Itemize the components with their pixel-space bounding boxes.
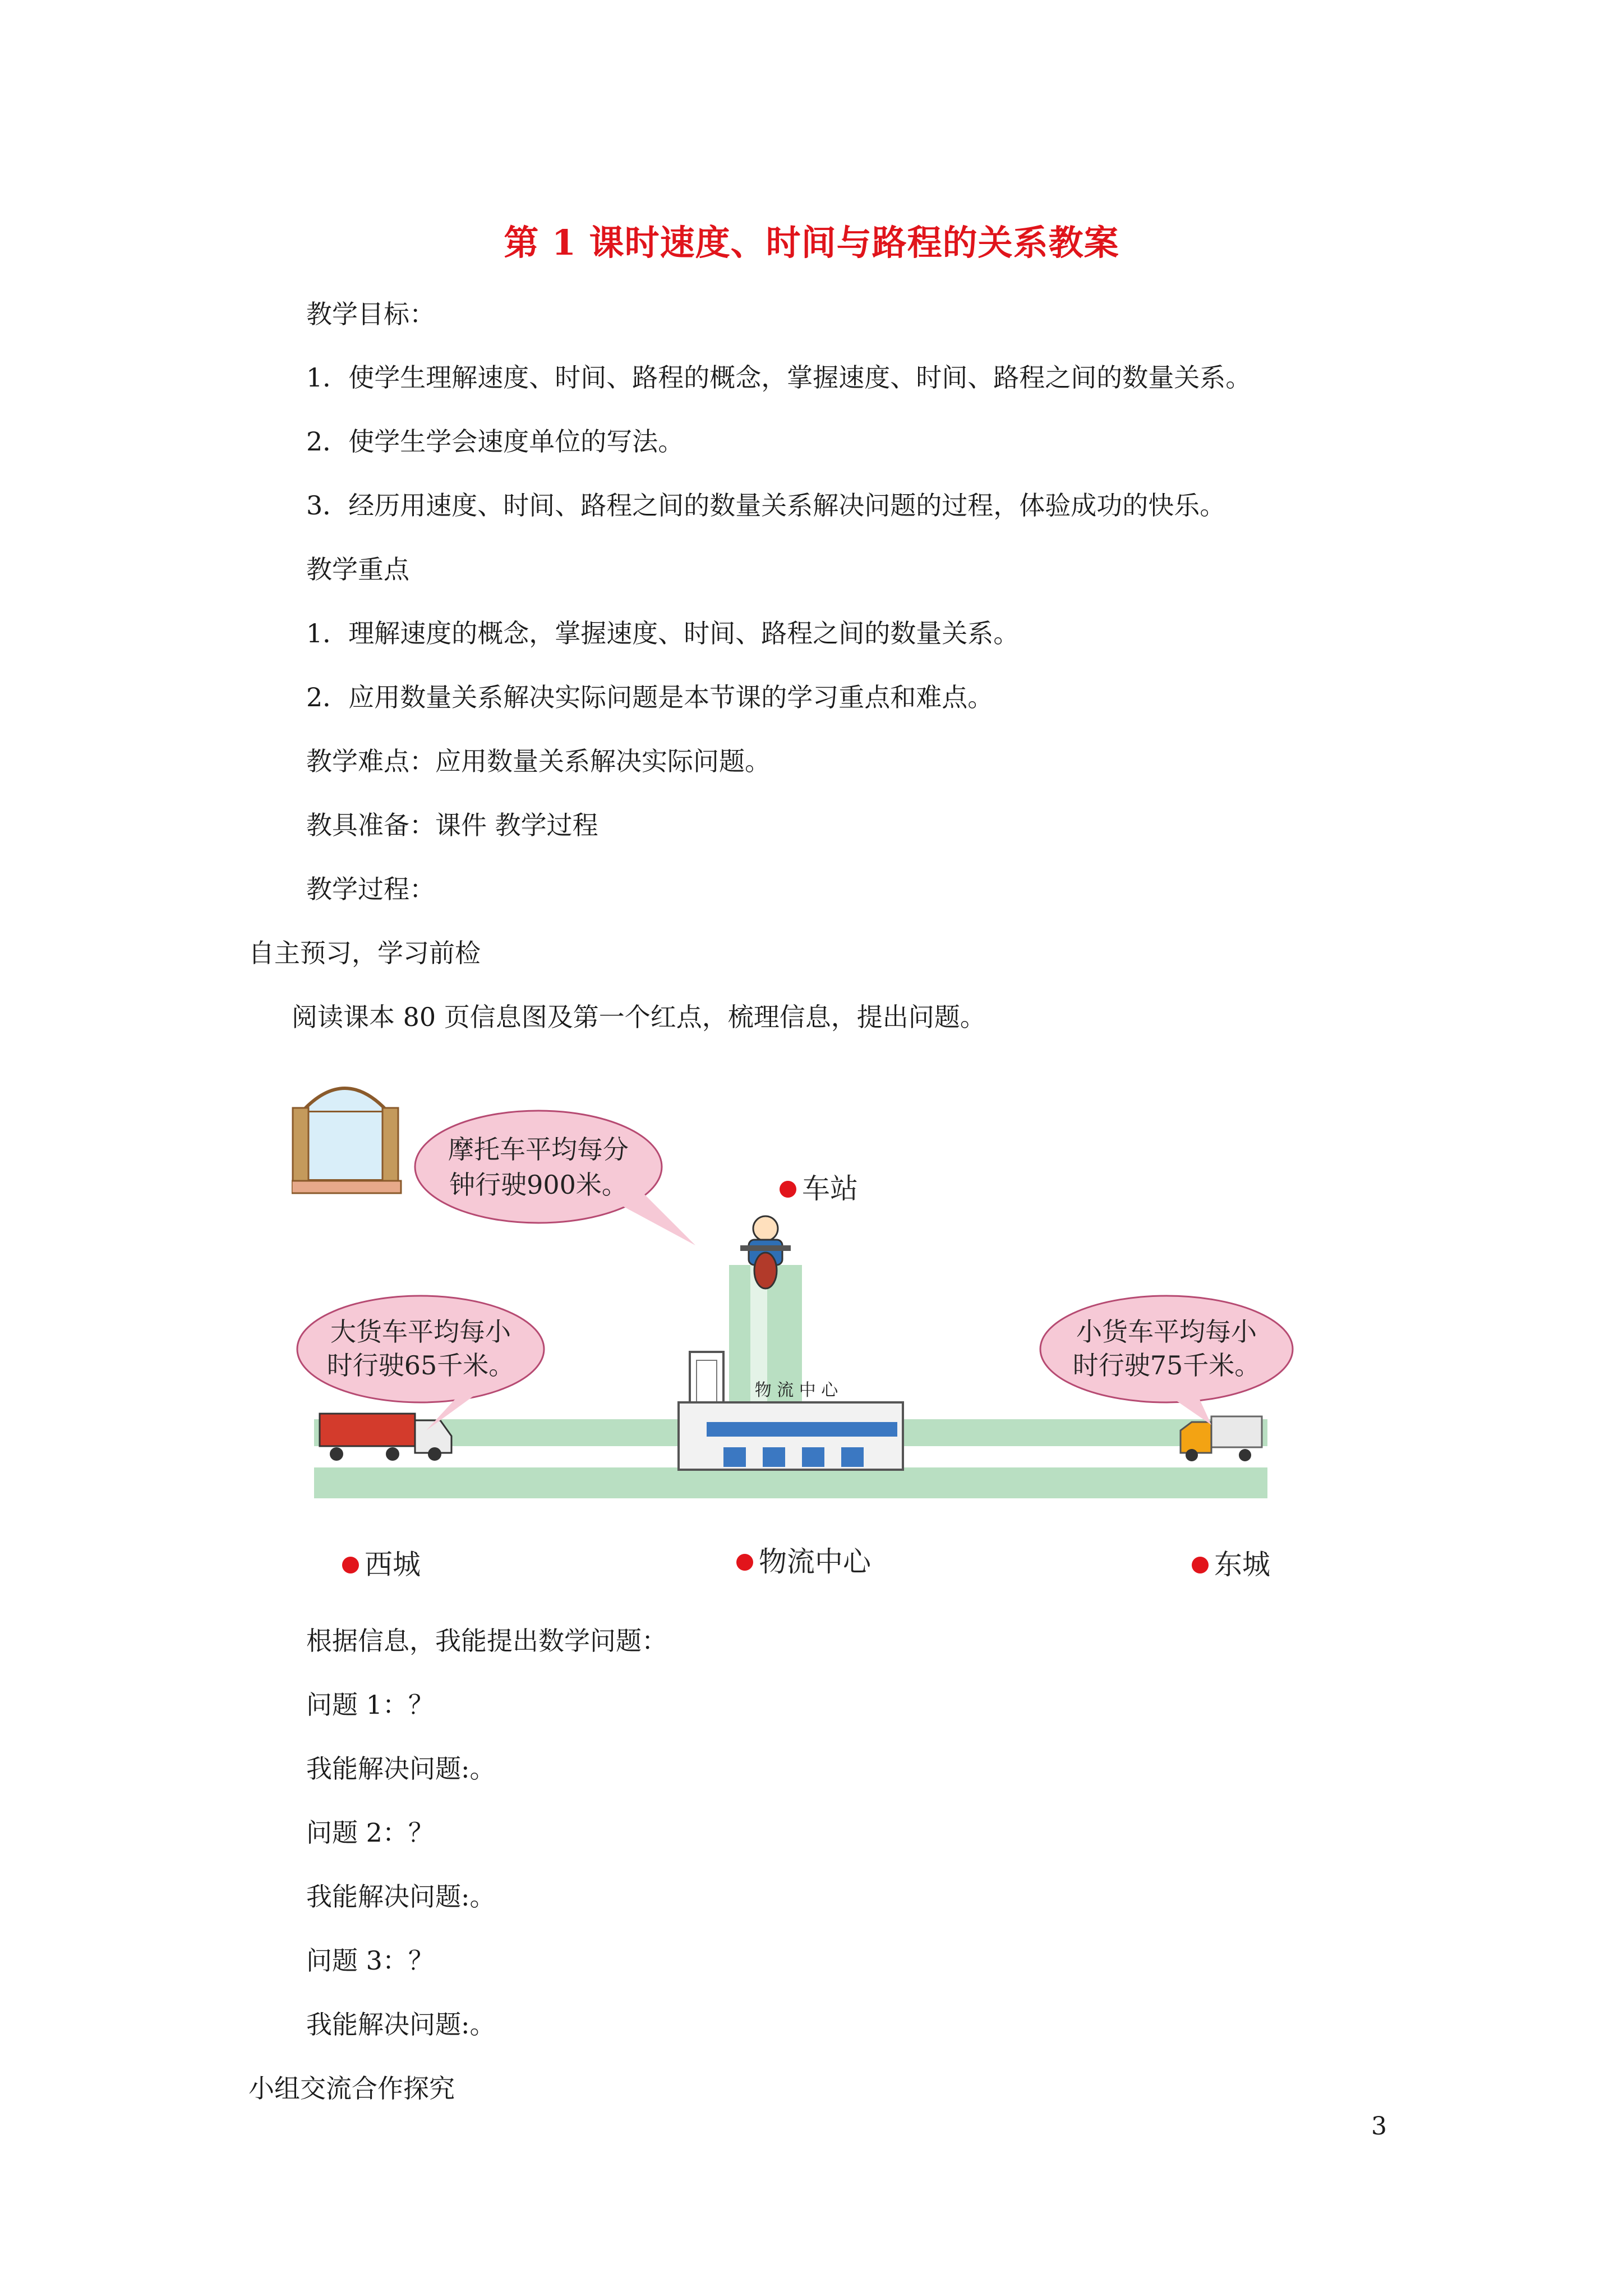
east-label: 东城 — [1214, 1548, 1270, 1581]
bubble-big-line1: 大货车平均每小 — [330, 1317, 511, 1347]
question-2: 问题 2：？ — [306, 1818, 434, 1848]
bubble-motorcycle — [415, 1111, 695, 1245]
key-point-item: 1．理解速度的概念，掌握速度、时间、路程之间的数量关系。 — [306, 618, 1020, 648]
page-number: 3 — [1371, 2112, 1387, 2141]
reading-task: 阅读课本 80 页信息图及第一个红点，梳理信息，提出问题。 — [292, 1002, 986, 1032]
difficulty-line: 教学难点：应用数量关系解决实际问题。 — [306, 746, 771, 776]
station-label: 车站 — [802, 1172, 858, 1205]
materials-line: 教具准备：课件 教学过程 — [306, 810, 598, 840]
question-3: 问题 3：？ — [306, 1945, 434, 1976]
answer-1: 我能解决问题:。 — [306, 1754, 496, 1784]
bubble-big-line2: 时行驶65千米。 — [326, 1350, 515, 1381]
window-icon — [292, 1088, 401, 1193]
answer-3: 我能解决问题:。 — [306, 2009, 496, 2040]
question-1: 问题 1：？ — [306, 1690, 434, 1720]
west-dot — [342, 1557, 359, 1573]
key-point-item: 2．应用数量关系解决实际问题是本节课的学习重点和难点。 — [306, 682, 994, 712]
west-label: 西城 — [365, 1548, 421, 1581]
answer-2: 我能解决问题:。 — [306, 1881, 496, 1912]
section-heading: 小组交流合作探究 — [248, 2073, 455, 2104]
center-label: 物流中心 — [759, 1545, 871, 1578]
building-sign: 物 流 中 心 — [754, 1381, 838, 1400]
process-heading: 教学过程： — [306, 874, 435, 904]
bubble-big-truck — [297, 1296, 544, 1430]
bubble-small-line2: 时行驶75千米。 — [1072, 1350, 1261, 1381]
section-heading: 自主预习，学习前检 — [248, 938, 481, 968]
page-title: 第 1 课时速度、时间与路程的关系教案 — [504, 222, 1119, 263]
east-dot — [1192, 1557, 1209, 1573]
objective-item: 3．经历用速度、时间、路程之间的数量关系解决问题的过程，体验成功的快乐。 — [306, 490, 1226, 521]
objective-item: 1．使学生理解速度、时间、路程的概念，掌握速度、时间、路程之间的数量关系。 — [306, 362, 1252, 393]
bubble-moto-line2: 钟行驶900米。 — [449, 1170, 628, 1200]
objectives-heading: 教学目标： — [306, 299, 435, 329]
station-dot — [780, 1181, 796, 1198]
key-points-heading: 教学重点 — [306, 554, 409, 585]
bubble-moto-line1: 摩托车平均每分 — [448, 1134, 629, 1165]
bubble-small-truck — [1040, 1296, 1293, 1425]
objective-item: 2．使学生学会速度单位的写法。 — [306, 426, 684, 457]
info-figure — [292, 1066, 1301, 1604]
bubble-small-line1: 小货车平均每小 — [1076, 1317, 1257, 1347]
prompt-line: 根据信息，我能提出数学问题： — [306, 1626, 667, 1656]
center-dot — [736, 1554, 753, 1571]
